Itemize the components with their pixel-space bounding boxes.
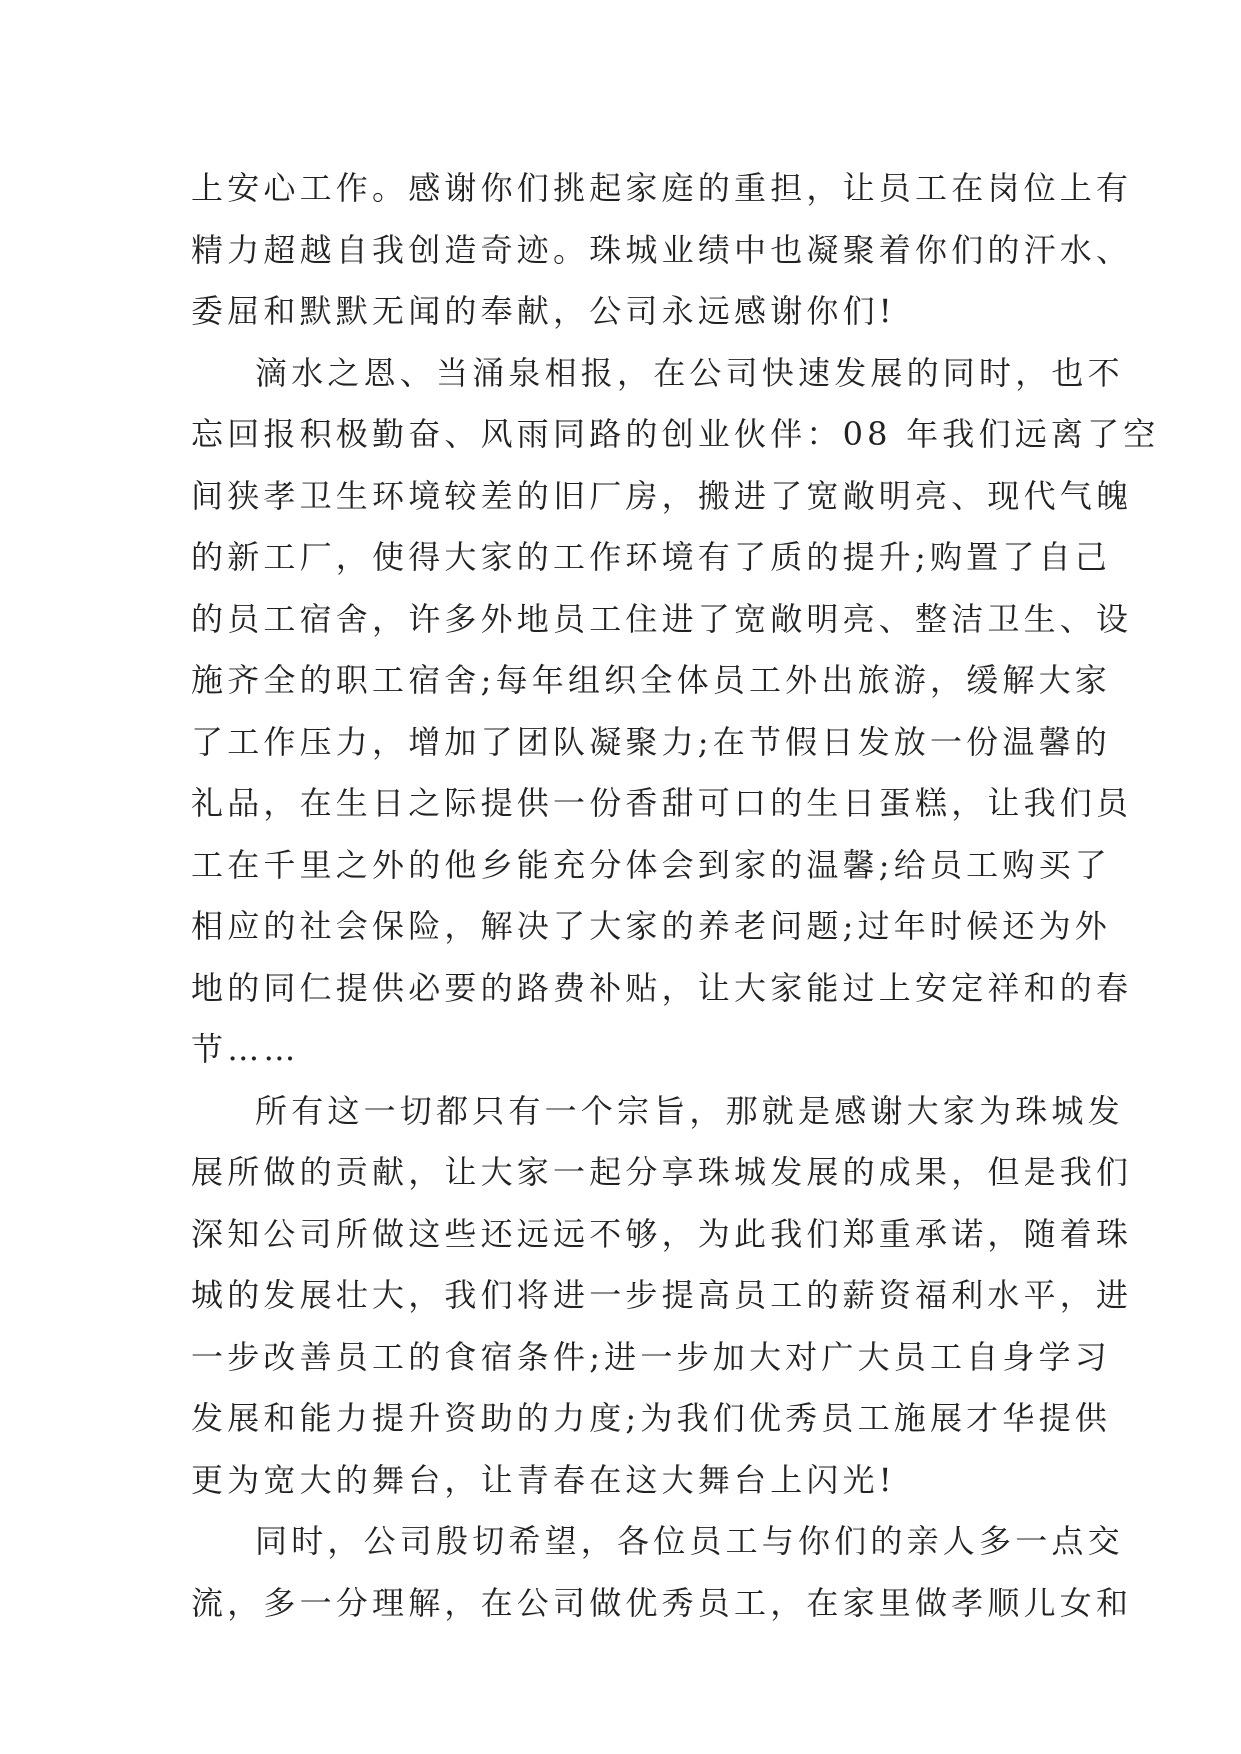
text-line: 委屈和默默无闻的奉献，公司永远感谢你们! (191, 292, 896, 330)
body-text (191, 158, 1160, 1634)
text-line: 相应的社会保险，解决了大家的养老问题;过年时候还为外 (191, 907, 1111, 945)
text-line: 上安心工作。感谢你们挑起家庭的重担，让员工在岗位上有 (191, 169, 1133, 207)
paragraph-start-line: 同时，公司殷切希望，各位员工与你们的亲人多一点交 (255, 1522, 1124, 1560)
text-line: 一步改善员工的食宿条件;进一步加大对广大员工自身学习 (191, 1337, 1111, 1376)
text-line: 地的同仁提供必要的路费补贴，让大家能过上安定祥和的春 (191, 968, 1133, 1007)
text-line: 的新工厂，使得大家的工作环境有了质的提升;购置了自己 (191, 538, 1111, 576)
text-line: 的员工宿舍，许多外地员工住进了宽敞明亮、整洁卫生、设 (191, 599, 1133, 638)
text-line: 城的发展壮大，我们将进一步提高员工的薪资福利水平，进 (191, 1276, 1133, 1314)
text-line: 精力超越自我创造奇迹。珠城业绩中也凝聚着你们的汗水、 (191, 230, 1133, 269)
text-line: 工在千里之外的他乡能充分体会到家的温馨;给员工购买了 (191, 845, 1111, 884)
text-line: 深知公司所做这些还远远不够，为此我们郑重承诺，随着珠 (191, 1214, 1133, 1253)
text-line: 展所做的贡献，让大家一起分享珠城发展的成果，但是我们 (191, 1153, 1133, 1191)
text-line: 更为宽大的舞台，让青春在这大舞台上闪光! (191, 1460, 896, 1499)
paragraph-start-line: 滴水之恩、当涌泉相报，在公司快速发展的同时，也不 (255, 353, 1124, 392)
text-line: 发展和能力提升资助的力度;为我们优秀员工施展才华提供 (191, 1399, 1111, 1437)
text-line: 施齐全的职工宿舍;每年组织全体员工外出旅游，缓解大家 (191, 661, 1111, 699)
text-line: 间狭孝卫生环境较差的旧厂房，搬进了宽敞明亮、现代气魄 (191, 476, 1133, 515)
text-line: 了工作压力，增加了团队凝聚力;在节假日发放一份温馨的 (191, 722, 1111, 761)
paragraph-start-line: 所有这一切都只有一个宗旨，那就是感谢大家为珠城发 (255, 1091, 1124, 1130)
text-line: 节…… (191, 1030, 300, 1068)
text-line: 流，多一分理解，在公司做优秀员工，在家里做孝顺儿女和 (191, 1583, 1133, 1622)
text-line: 礼品，在生日之际提供一份香甜可口的生日蛋糕，让我们员 (191, 784, 1133, 822)
text-line: 忘回报积极勤奋、风雨同路的创业伙伴：08 年我们远离了空 (191, 415, 1160, 453)
